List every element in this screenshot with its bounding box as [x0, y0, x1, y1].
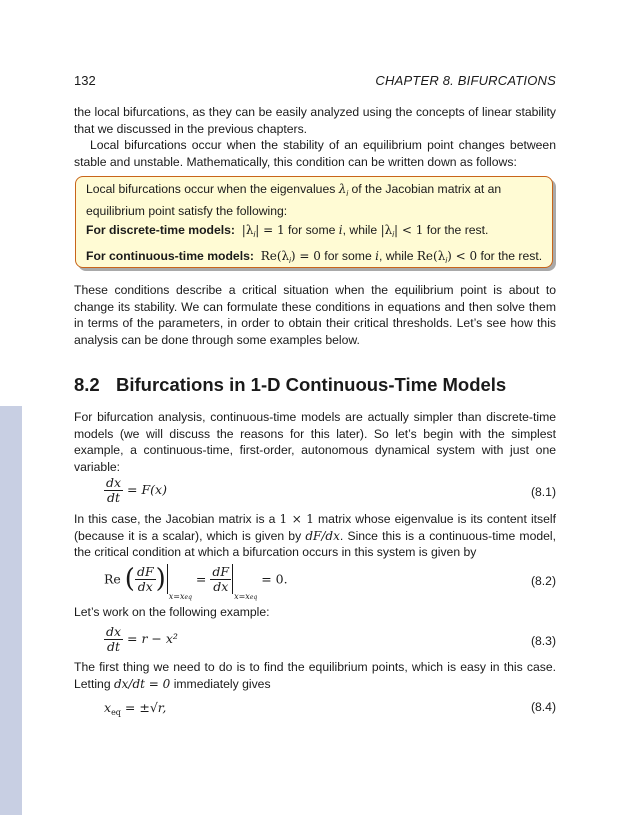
- callout-intro: Local bifurcations occur when the eigenvalues $\lambda_i$ of the Jacobian matrix at an equilibrium point satisfy the following:: [86, 182, 502, 218]
- page-number: 132: [74, 73, 96, 88]
- page-edge-tab: [0, 406, 22, 815]
- equation-8-2: Re ( $\frac{dF}{dx}$ )x=xeq = $\frac{dF}{dx}$ x=xeq = 0. (8.2): [104, 563, 556, 601]
- equation-number: (8.1): [530, 485, 556, 499]
- equation-number: (8.2): [530, 574, 556, 588]
- section-number: 8.2: [74, 374, 100, 395]
- equation-8-4: $x_{eq} = \pm√r$, (8.4): [104, 700, 556, 717]
- definition-callout-box: [75, 176, 553, 268]
- paragraph-equilibrium: The first thing we need to do is to find the equilibrium points, which is easy in this case. Letting dx/dt = 0 immediately gives: [74, 660, 556, 691]
- section-heading: [74, 374, 506, 396]
- equation-number: (8.4): [530, 700, 556, 714]
- section-title: Bifurcations in 1-D Continuous-Time Models: [116, 374, 507, 395]
- equation-8-1: $\frac{dx}{dt}$ = F(x) (8.1): [106, 475, 556, 505]
- callout-continuous-condition: For continuous-time models: $Re(\lambda_i) = 0$ for some i, while $Re(\lambda_i) < 0$ for the rest.: [86, 249, 543, 265]
- callout-discrete-condition: For discrete-time models: $|\lambda_i| = 1$ for some i, while $|\lambda_i| < 1$ for the rest.: [86, 223, 489, 239]
- paragraph-example: Let’s work on the following example:: [74, 605, 270, 619]
- equation-8-3: $\frac{dx}{dt}$ = r − x² (8.3): [106, 624, 556, 654]
- paragraph-jacobian: In this case, the Jacobian matrix is a 1 × 1 matrix whose eigenvalue is its content itself (because it is a scalar), which is given by dF/dx. Since this is a continuous-time model, the critical condition at which a bifurcation occurs in this system is given by: [74, 512, 556, 560]
- equation-number: (8.3): [530, 634, 556, 648]
- fraction-dx-dt: $\frac{dx}{dt}$: [106, 475, 122, 505]
- paragraph-conditions: These conditions describe a critical situation when the equilibrium point is about to change its stability. We can formulate these conditions in equations and then solve them in terms of the parameters, in order to obtain their critical thresholds. Let’s see how this analysis can be done through some examples below.: [74, 283, 556, 347]
- running-head: CHAPTER 8. BIFURCATIONS: [375, 73, 556, 88]
- paragraph-local-bifurcations: Local bifurcations occur when the stability of an equilibrium point changes between stable and unstable. Mathematically, this condition can be written down as follows:: [74, 138, 556, 169]
- paragraph-intro: the local bifurcations, as they can be easily analyzed using the concepts of linear stability that we discussed in the previous chapters.: [74, 105, 556, 136]
- paragraph-bifurcation-analysis: For bifurcation analysis, continuous-time models are actually simpler than discrete-time models (we will discuss the reasons for this later). So let’s begin with the simplest example, a continuous-time, first-order, autonomous dynamical system with just one variable:: [74, 410, 556, 474]
